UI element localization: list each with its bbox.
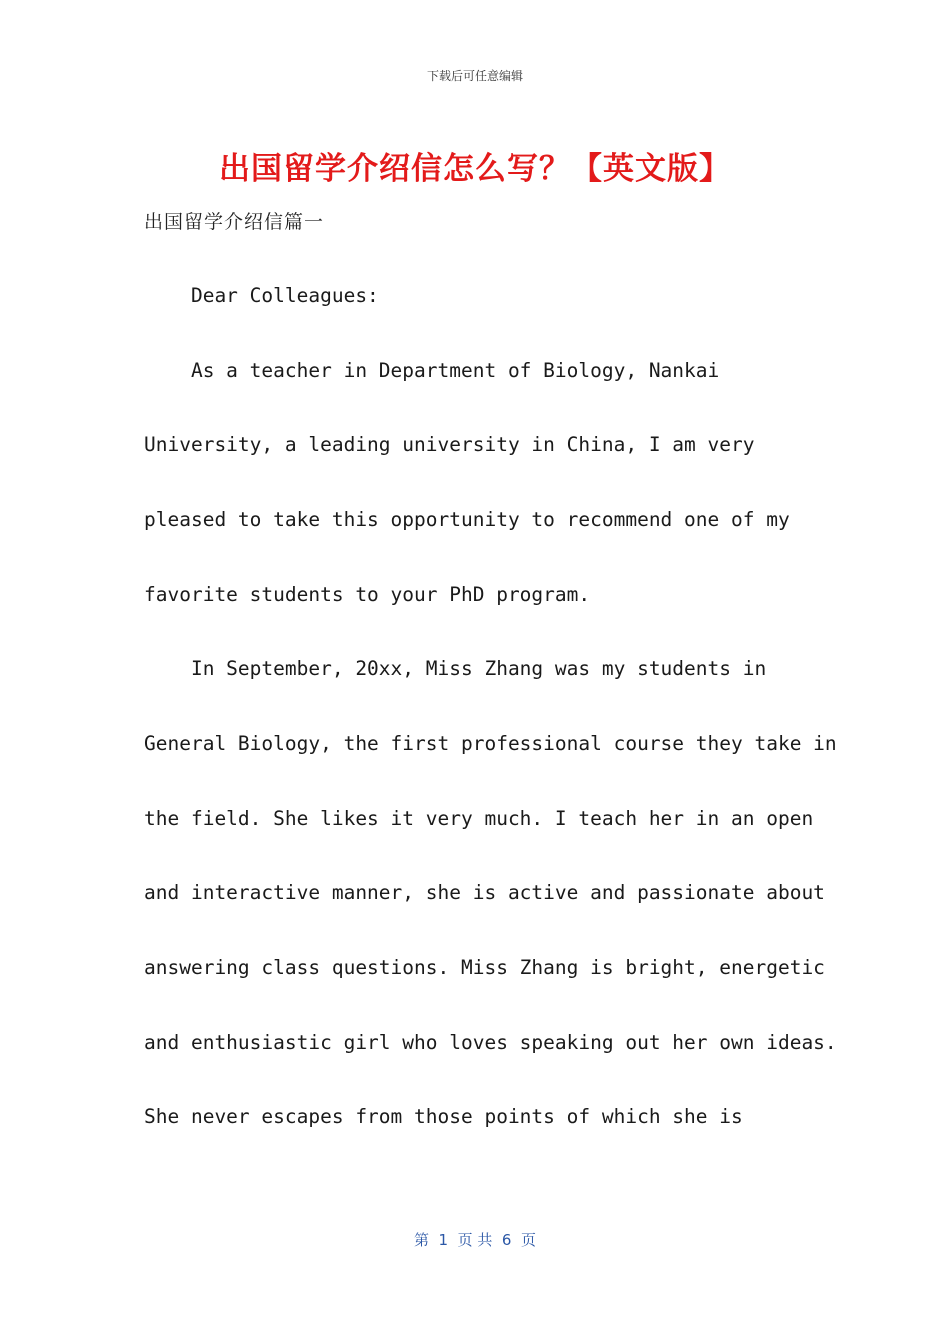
body-line: favorite students to your PhD program. [144,583,591,606]
section-heading: 出国留学介绍信篇一 [144,211,325,233]
body-line: and interactive manner, she is active and passionate about [144,881,825,904]
body-line: Dear Colleagues: [144,284,379,307]
body-line: University, a leading university in China, I am very [144,433,755,456]
body-line: As a teacher in Department of Biology, Nankai [144,359,720,382]
page-title: 出国留学介绍信怎么写？【英文版】 [219,151,731,187]
header-note: 下载后可任意编辑 [426,69,523,83]
body-line: She never escapes from those points of which she is [144,1105,743,1128]
body-line: and enthusiastic girl who loves speaking out her own ideas. [144,1031,837,1054]
body-line: General Biology, the first professional course they take in [144,732,837,755]
body-line: the field. She likes it very much. I teach her in an open [144,807,814,830]
body-line: pleased to take this opportunity to recommend one of my [144,508,790,531]
page-number-footer: 第 1 页 共 6 页 [414,1231,536,1249]
body-line: answering class questions. Miss Zhang is bright, energetic [144,956,825,979]
body-line: In September, 20xx, Miss Zhang was my students in [144,657,767,680]
